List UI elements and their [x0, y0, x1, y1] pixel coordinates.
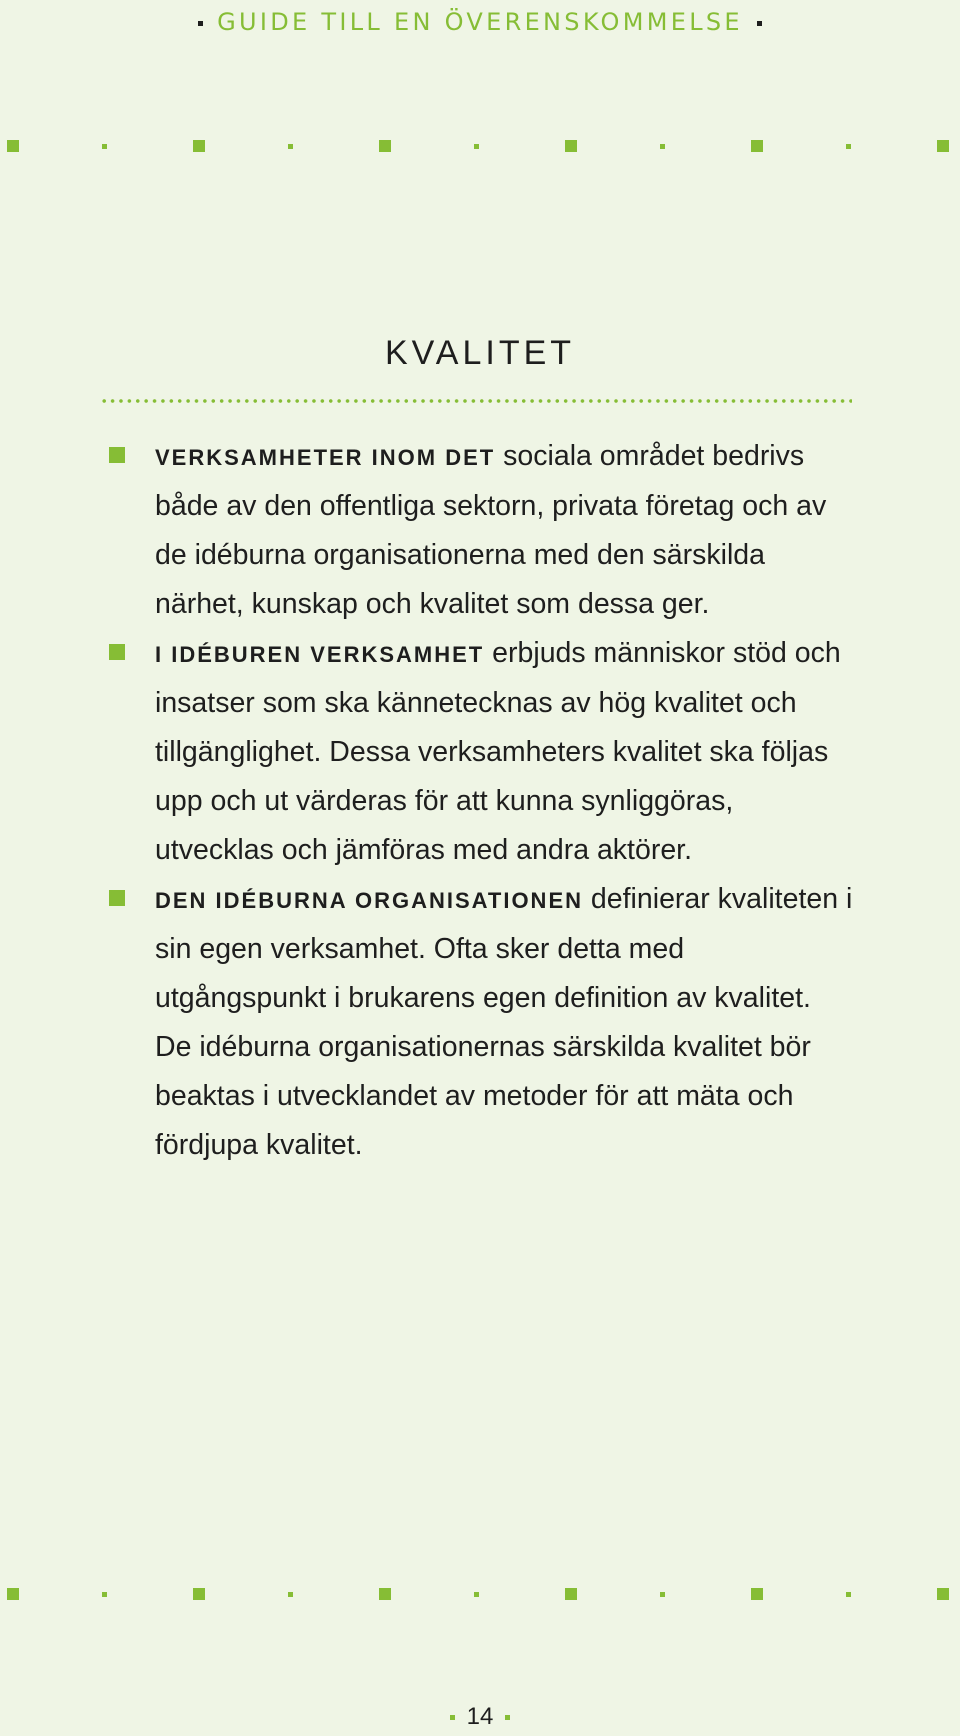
item-text: sociala området bedrivs både av den offentliga sektorn, privata företag och av de idéburna organisationerna med den särskilda närhet, kunskap och kvalitet som dessa ger. — [155, 440, 827, 620]
header-right-square — [757, 21, 762, 26]
bullet-list — [0, 432, 960, 1170]
bullet-square-icon — [109, 890, 125, 906]
title-dotted-rule — [100, 399, 852, 403]
item-lead: VERKSAMHETER INOM DET — [155, 445, 496, 470]
page-number-left-square — [450, 1715, 455, 1720]
running-title: GUIDE TILL EN ÖVERENSKOMMELSE — [217, 8, 743, 36]
item-lead: I IDÉBUREN VERKSAMHET — [155, 642, 485, 667]
item-text: definierar kvaliteten i sin egen verksamhet. Ofta sker detta med utgångspunkt i brukarens egen definition av kvalitet. De idéburna organisationernas särskilda kvalitet bör beaktas i utvecklandet av metoder för att mäta och fördjupa kvalitet. — [155, 883, 853, 1161]
page-number — [0, 1703, 960, 1731]
item-lead: DEN IDÉBURNA ORGANISATIONEN — [155, 888, 584, 913]
page-number-right-square — [505, 1715, 510, 1720]
section-title: KVALITET — [384, 334, 576, 372]
running-header — [0, 8, 960, 36]
top-dot-divider — [0, 140, 960, 152]
list-item — [0, 432, 855, 629]
bullet-square-icon — [109, 447, 125, 463]
bullet-square-icon — [109, 644, 125, 660]
list-item — [0, 875, 855, 1170]
page-number-value: 14 — [466, 1703, 494, 1730]
item-text: erbjuds människor stöd och insatser som ska kännetecknas av hög kvalitet och tillgänglighet. Dessa verksamheters kvalitet ska följas upp och ut värderas för att kunna synliggöras, utvecklas och jämföras med andra aktörer. — [155, 637, 841, 866]
header-left-square — [198, 21, 203, 26]
bottom-dot-divider — [0, 1588, 960, 1600]
list-item — [0, 629, 855, 875]
